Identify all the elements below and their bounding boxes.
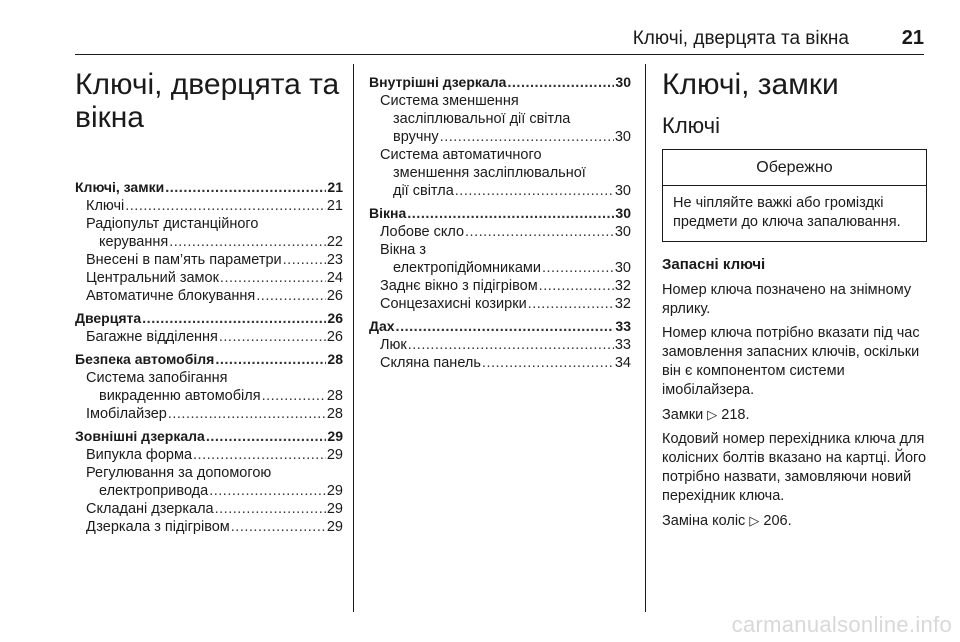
toc-entry[interactable]: Дзеркала з підігрівом ..... 29 [75, 518, 343, 536]
toc-chapter-entry[interactable]: Безпека автомобіля ..... 28 [75, 350, 343, 369]
paragraph: Номер ключа потрібно вказати під час замовлення запасних ключів, оскільки він є компонентом системи імобілайзера. [662, 325, 920, 398]
toc-entry[interactable]: Лобове скло ..... 30 [369, 223, 631, 241]
running-head [75, 26, 924, 55]
toc-entry[interactable]: Автоматичне блокування ..... 26 [75, 287, 343, 305]
table-of-contents [75, 178, 343, 536]
toc-column-left [75, 64, 343, 536]
toc-entry[interactable]: Радіопульт дистанційного керування ..... 22 [75, 215, 343, 251]
subheading: Запасні ключі [662, 256, 766, 273]
toc-entry[interactable]: Внесені в пам’ять параметри ..... 23 [75, 251, 343, 269]
toc-entry[interactable]: Вікна з електропідйомниками ..... 30 [369, 241, 631, 277]
toc-chapter-entry[interactable]: Дах ..... 33 [369, 317, 631, 336]
toc-entry[interactable]: Система зменшення засліплювальної дії світла вручну ..... 30 [369, 92, 631, 146]
toc-chapter-entry[interactable]: Ключі, замки ..... 21 [75, 178, 343, 197]
toc-entry[interactable]: Система автоматичного зменшення засліплювальної дії світла ..... 30 [369, 146, 631, 200]
warning-box [662, 149, 927, 242]
page-ref-arrow-icon: ▷ [707, 407, 718, 422]
section-title: Ключі, замки [662, 68, 839, 101]
paragraph: Номер ключа позначено на знімному ярлику. [662, 282, 912, 317]
toc-entry[interactable]: Складані дзеркала ..... 29 [75, 500, 343, 518]
toc-entry[interactable]: Центральний замок ..... 24 [75, 269, 343, 287]
toc-entry[interactable]: Заднє вікно з підігрівом ..... 32 [369, 277, 631, 295]
running-head-title: Ключі, дверцята та вікна [632, 28, 849, 49]
toc-chapter-entry[interactable]: Внутрішні дзеркала ..... 30 [369, 73, 631, 92]
toc-entry[interactable]: Ключі ..... 21 [75, 197, 343, 215]
chapter-title [75, 68, 343, 134]
toc-entry[interactable]: Імобілайзер ..... 28 [75, 405, 343, 423]
cross-reference[interactable]: Заміна коліс ▷ 206. [662, 513, 792, 529]
toc-entry[interactable]: Сонцезахисні козирки ..... 32 [369, 295, 631, 313]
warning-text: Не чіпляйте важкі або громіздкі предмети до ключа запалювання. [673, 195, 901, 230]
page-ref-arrow-icon: ▷ [749, 513, 760, 528]
toc-entry[interactable]: Скляна панель ..... 34 [369, 354, 631, 372]
paragraph: Кодовий номер перехідника ключа для колісних болтів вказано на картці. Його потрібно назвати, замовляючи новий перехідник ключа. [662, 431, 927, 504]
column-divider [353, 64, 354, 612]
section-column [662, 64, 927, 531]
cross-reference[interactable]: Замки ▷ 218. [662, 407, 750, 423]
toc-entry[interactable]: Регулювання за допомогою електропривода ..... 29 [75, 464, 343, 500]
toc-entry[interactable]: Багажне відділення ..... 26 [75, 328, 343, 346]
chapter-title-line: Ключі, дверцята та [75, 68, 340, 101]
toc-chapter-entry[interactable]: Вікна ..... 30 [369, 204, 631, 223]
subsection-title: Ключі [662, 113, 721, 138]
watermark: carmanualsonline.info [731, 612, 952, 637]
warning-heading: Обережно [663, 150, 926, 186]
toc-entry[interactable]: Люк ..... 33 [369, 336, 631, 354]
chapter-title-line: вікна [75, 101, 144, 134]
column-divider [645, 64, 646, 612]
toc-chapter-entry[interactable]: Дверцята ..... 26 [75, 309, 343, 328]
table-of-contents [369, 73, 631, 372]
toc-entry[interactable]: Система запобігання викраденню автомобіля ..... 28 [75, 369, 343, 405]
page-number: 21 [901, 27, 924, 49]
toc-chapter-entry[interactable]: Зовнішні дзеркала ..... 29 [75, 427, 343, 446]
toc-entry[interactable]: Випукла форма ..... 29 [75, 446, 343, 464]
toc-column-right [369, 64, 631, 372]
